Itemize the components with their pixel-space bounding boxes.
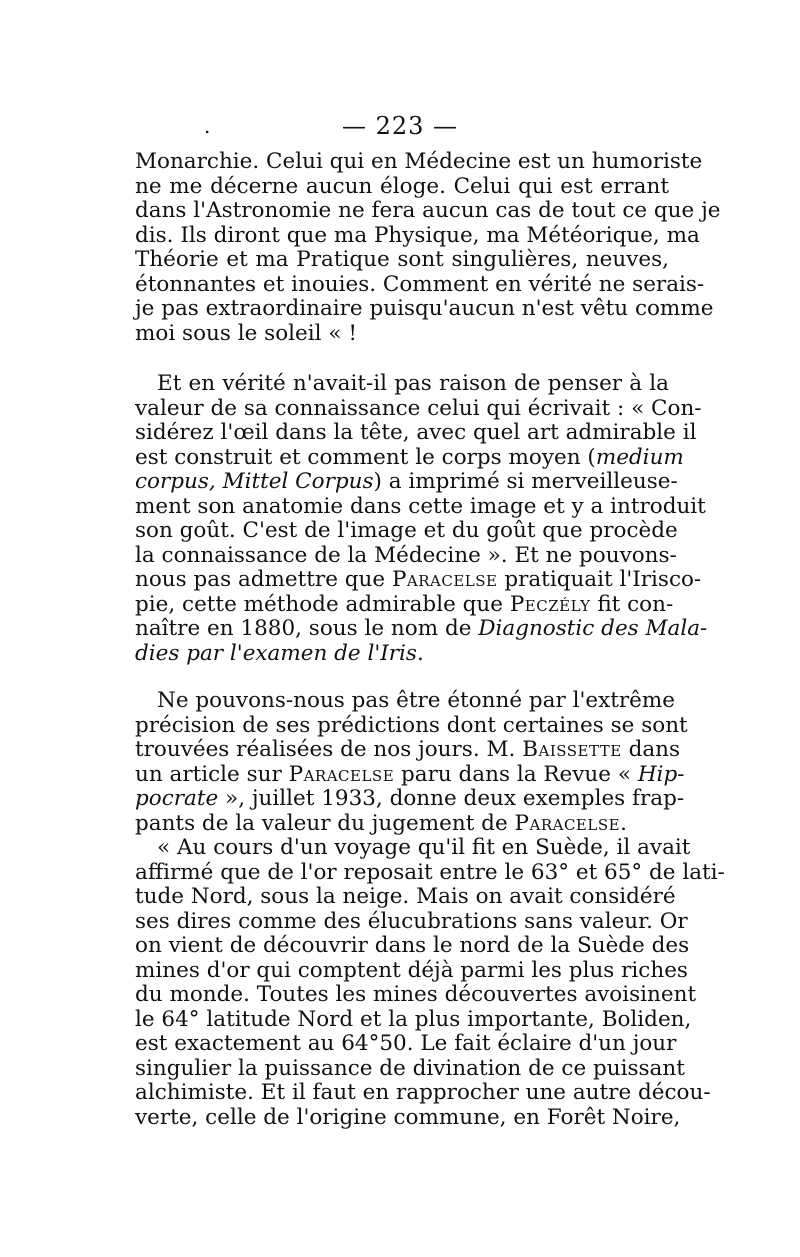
text-line (135, 642, 669, 667)
text-line (135, 567, 702, 593)
text-line (135, 444, 684, 471)
book-title: Diagnostic des Mala- (478, 616, 708, 641)
text-line: précision de ses prédictions dont certaines se sont (135, 712, 688, 738)
latin-term: corpus, Mittel Corpus (135, 469, 374, 494)
author-name: Paracelse (391, 567, 498, 592)
text-run: nous pas admettre que (135, 567, 392, 592)
text-run: pie, cette méthode admirable que (135, 591, 510, 617)
text-line: singulier la puissance de divination de ce puissant (135, 1055, 685, 1081)
journal-title: Hip- (637, 761, 685, 787)
page-number: — 223 — (341, 112, 459, 140)
text-line: Ne pouvons-nous pas être étonné par l'extrême (157, 688, 675, 713)
paragraph-2 (135, 371, 708, 666)
text-line: sidérez l'œil dans la tête, avec quel art admirable il (135, 420, 697, 445)
text-line: mines d'or qui comptent déjà parmi les plus riches (135, 957, 688, 983)
text-line: affirmé que de l'or reposait entre le 63° et 65° de lati- (135, 859, 725, 885)
journal-title: pocrate (135, 786, 219, 811)
text-line: étonnantes et inouies. Comment en vérité ne serais- (135, 271, 705, 297)
text-run: pants de la valeur du jugement de (135, 810, 515, 836)
text-run: trouvées réalisées de nos jours. M. (135, 737, 523, 762)
text-line: ses dires comme des élucubrations sans valeur. Or (135, 908, 688, 934)
page-mark: . (204, 114, 211, 138)
text-line (135, 812, 669, 837)
text-line: dis. Ils diront que ma Physique, ma Météorique, ma (135, 222, 700, 248)
text-run: pratiquait l'Irisco- (497, 567, 702, 592)
text-line (135, 591, 674, 618)
text-line: moi sous le soleil « ! (135, 320, 357, 346)
text-line: on vient de découvrir dans le nord de la Suède des (135, 933, 690, 958)
text-run: naître en 1880, sous le nom de (135, 616, 479, 641)
text-line: Monarchie. Celui qui en Médecine est un humoriste (135, 149, 703, 174)
text-line: Théorie et ma Pratique sont singulières, neuves, (135, 247, 669, 272)
text-line: Et en vérité n'avait-il pas raison de penser à la (157, 371, 669, 396)
author-name: Peczély (509, 591, 591, 617)
author-name: Paracelse (288, 761, 395, 787)
text-run: », juillet 1933, donne deux exemples frap- (218, 786, 685, 811)
text-line (135, 786, 685, 812)
text-line: la connaissance de la Médecine ». Et ne pouvons- (135, 542, 677, 568)
text-line (135, 761, 685, 788)
text-line: alchimiste. Et il faut en rapprocher une autre décou- (135, 1080, 711, 1105)
text-line: tude Nord, sous la neige. Mais on avait considéré (135, 884, 676, 909)
text-line: ne me décerne aucun éloge. Celui qui est errant (135, 173, 669, 199)
text-line: valeur de sa connaissance celui qui écrivait : « Con- (135, 395, 702, 421)
text-line: son goût. C'est de l'image et du goût que procède (135, 518, 678, 543)
text-run: paru dans la Revue « (394, 761, 638, 787)
text-line: « Au cours d'un voyage qu'il fit en Suède, il avait (157, 835, 691, 860)
text-line: dans l'Astronomie ne fera aucun cas de tout ce que je (135, 198, 721, 223)
latin-term: medium (595, 444, 684, 470)
author-name: Paracelse (514, 810, 621, 836)
text-line: le 64° latitude Nord et la plus importante, Boliden, (135, 1006, 692, 1032)
text-run: est construit et comment le corps moyen ( (135, 444, 596, 470)
text-run: un article sur (135, 761, 289, 787)
text-run: ) a imprimé si merveilleuse- (373, 469, 678, 494)
text-line: je pas extraordinaire puisqu'aucun n'est vêtu comme (135, 296, 714, 321)
author-name: Baissette (522, 737, 622, 762)
paragraph-3 (135, 688, 688, 836)
text-line (135, 616, 708, 642)
text-line: verte, celle de l'origine commune, en Forêt Noire, (135, 1104, 681, 1130)
text-run: fit con- (590, 591, 674, 617)
paragraph-4 (135, 835, 725, 1130)
text-line: ment son anatomie dans cette image et y a introduit (135, 493, 706, 519)
text-line (135, 737, 681, 763)
text-run: . (416, 640, 424, 666)
text-line: du monde. Toutes les mines découvertes avoisinent (135, 982, 697, 1007)
paragraph-1 (135, 149, 721, 346)
text-line (135, 469, 678, 495)
book-title: dies par l'examen de l'Iris (135, 640, 417, 666)
text-line: est exactement au 64°50. Le fait éclaire d'un jour (135, 1031, 677, 1056)
text-run: . (620, 810, 627, 836)
text-run: dans (621, 737, 681, 762)
